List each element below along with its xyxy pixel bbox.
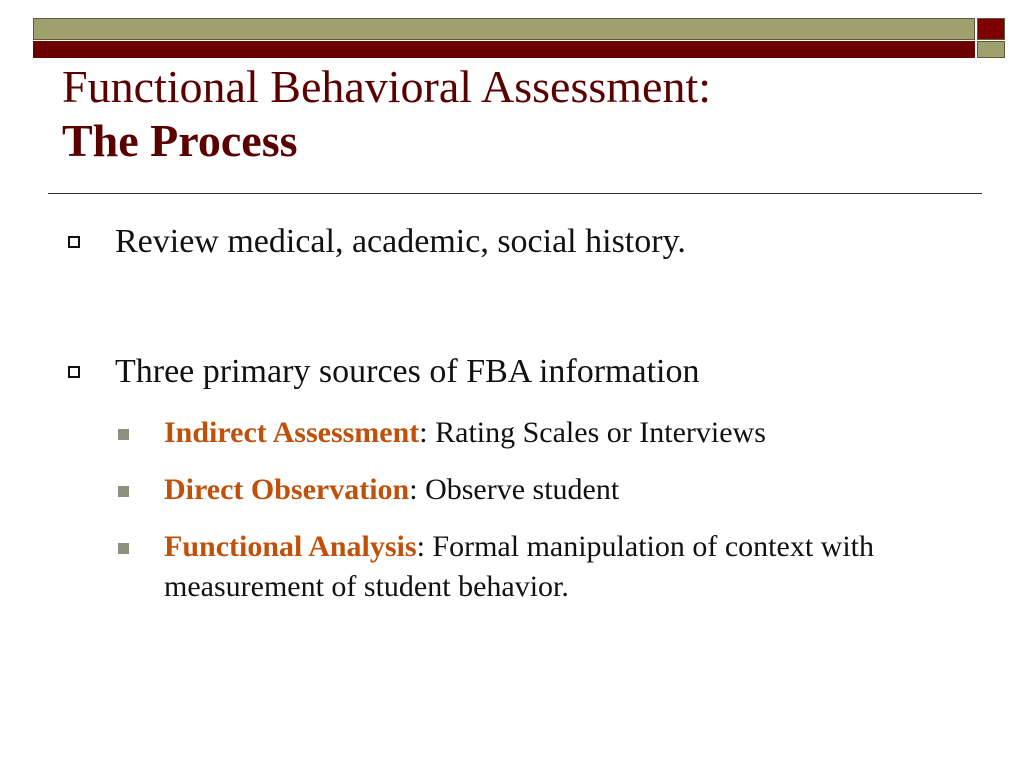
filled-square-bullet-icon <box>118 543 129 554</box>
filled-square-bullet-icon <box>118 429 129 440</box>
bullet-text: Three primary sources of FBA information <box>115 353 700 390</box>
sub-bullet-description: : Rating Scales or Interviews <box>419 416 766 449</box>
sub-bullet-term: Functional Analysis <box>164 530 417 563</box>
sub-bullet-text <box>164 527 924 607</box>
sub-bullet-description: : Formal manipulation of context with measurement of student behavior. <box>164 530 875 603</box>
bullet-text: Review medical, academic, social history. <box>115 223 686 260</box>
hollow-square-bullet-icon <box>68 236 80 248</box>
sub-bullet-description: : Observe student <box>409 473 620 506</box>
filled-square-bullet-icon <box>118 486 129 497</box>
sub-bullet-term: Indirect Assessment <box>164 416 420 449</box>
sub-bullet-term: Direct Observation <box>164 473 410 506</box>
title-line-2: The Process <box>62 115 298 166</box>
sub-bullet-text <box>164 470 984 510</box>
hollow-square-bullet-icon <box>68 366 80 378</box>
title-line-1: Functional Behavioral Assessment: <box>62 61 712 112</box>
sub-bullet-text <box>164 413 984 453</box>
